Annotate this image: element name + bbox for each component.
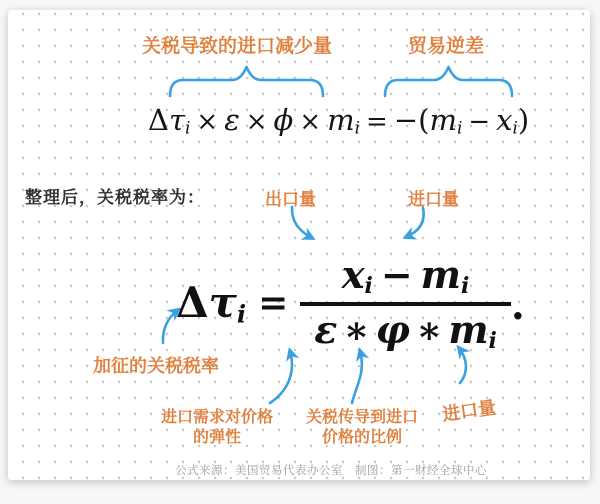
times-operator: ×: [245, 107, 268, 137]
label-line: 进口需求对价格: [160, 409, 273, 426]
label-import-volume-top: 进口量: [408, 190, 459, 209]
equals-operator: =: [366, 107, 388, 137]
minus-operator: −: [380, 252, 413, 297]
delta-symbol: Δ: [176, 277, 209, 327]
annotation-arrows-layer: [8, 10, 590, 480]
subscript-i: i: [460, 272, 470, 299]
epsilon-symbol: ε: [314, 306, 338, 352]
label-import-reduction: 关税导致的进口减少量: [142, 36, 333, 57]
period: .: [510, 282, 525, 330]
tau-symbol: τ: [168, 103, 185, 137]
minus-operator: −: [468, 107, 491, 137]
formula-tariff-rate: [176, 252, 525, 354]
times-operator: ×: [299, 107, 322, 137]
delta-tau-term: [176, 278, 246, 328]
arrow-export-to-x-icon: [292, 207, 312, 238]
label-import-volume-bottom: 进口量: [441, 397, 498, 425]
times-operator: ×: [196, 107, 219, 137]
phi-symbol: φ: [375, 306, 411, 352]
phi-symbol: ϕ: [273, 103, 294, 137]
arrow-passthrough-to-phi-icon: [352, 351, 362, 403]
subscript-i: i: [488, 327, 497, 354]
x-symbol: x: [341, 252, 365, 297]
intro-text: 整理后，关税税率为：: [25, 188, 205, 207]
x-symbol: x: [496, 103, 513, 137]
label-line: 的弹性: [192, 429, 241, 446]
dotted-paper-card: [8, 10, 590, 480]
m-symbol: m: [429, 103, 457, 137]
subscript-i: i: [354, 117, 361, 138]
m-symbol: m: [327, 103, 355, 137]
overbrace-right-icon: [385, 67, 512, 96]
fraction: [300, 252, 511, 354]
label-price-elasticity: [159, 408, 275, 448]
fraction-bar: [300, 302, 511, 306]
overbrace-left-icon: [170, 67, 323, 96]
equals-operator: =: [258, 281, 289, 324]
subscript-i: i: [236, 299, 247, 329]
label-added-tariff-rate: 加征的关税税率: [93, 356, 219, 376]
arrow-elasticity-to-epsilon-icon: [270, 351, 292, 403]
subscript-i: i: [512, 117, 518, 138]
m-symbol: m: [448, 306, 489, 352]
source-credit: 公式来源：美国贸易代表办公室 制图：第一财经全球中心: [175, 465, 487, 477]
star-operator: ∗: [416, 306, 443, 352]
label-line: 关税传导到进口: [305, 409, 418, 426]
subscript-i: i: [364, 272, 373, 299]
fraction-numerator: [300, 252, 511, 299]
delta-symbol: Δ: [148, 103, 169, 137]
formula-tariff-identity: [148, 103, 529, 138]
arrow-import-to-m-icon: [406, 208, 424, 237]
label-line: 价格的比例: [321, 429, 402, 446]
subscript-i: i: [185, 117, 191, 138]
m-symbol: m: [420, 252, 461, 297]
close-paren: ): [517, 103, 530, 137]
label-trade-deficit: 贸易逆差: [408, 36, 485, 57]
subscript-i: i: [456, 117, 463, 138]
tau-symbol: τ: [208, 277, 237, 327]
epsilon-symbol: ε: [224, 103, 240, 137]
minus-open-paren: −(: [393, 103, 430, 137]
fraction-denominator: [300, 307, 511, 354]
star-operator: ∗: [343, 306, 370, 352]
label-passthrough-ratio: [304, 408, 420, 448]
label-export-volume: 出口量: [265, 190, 316, 209]
